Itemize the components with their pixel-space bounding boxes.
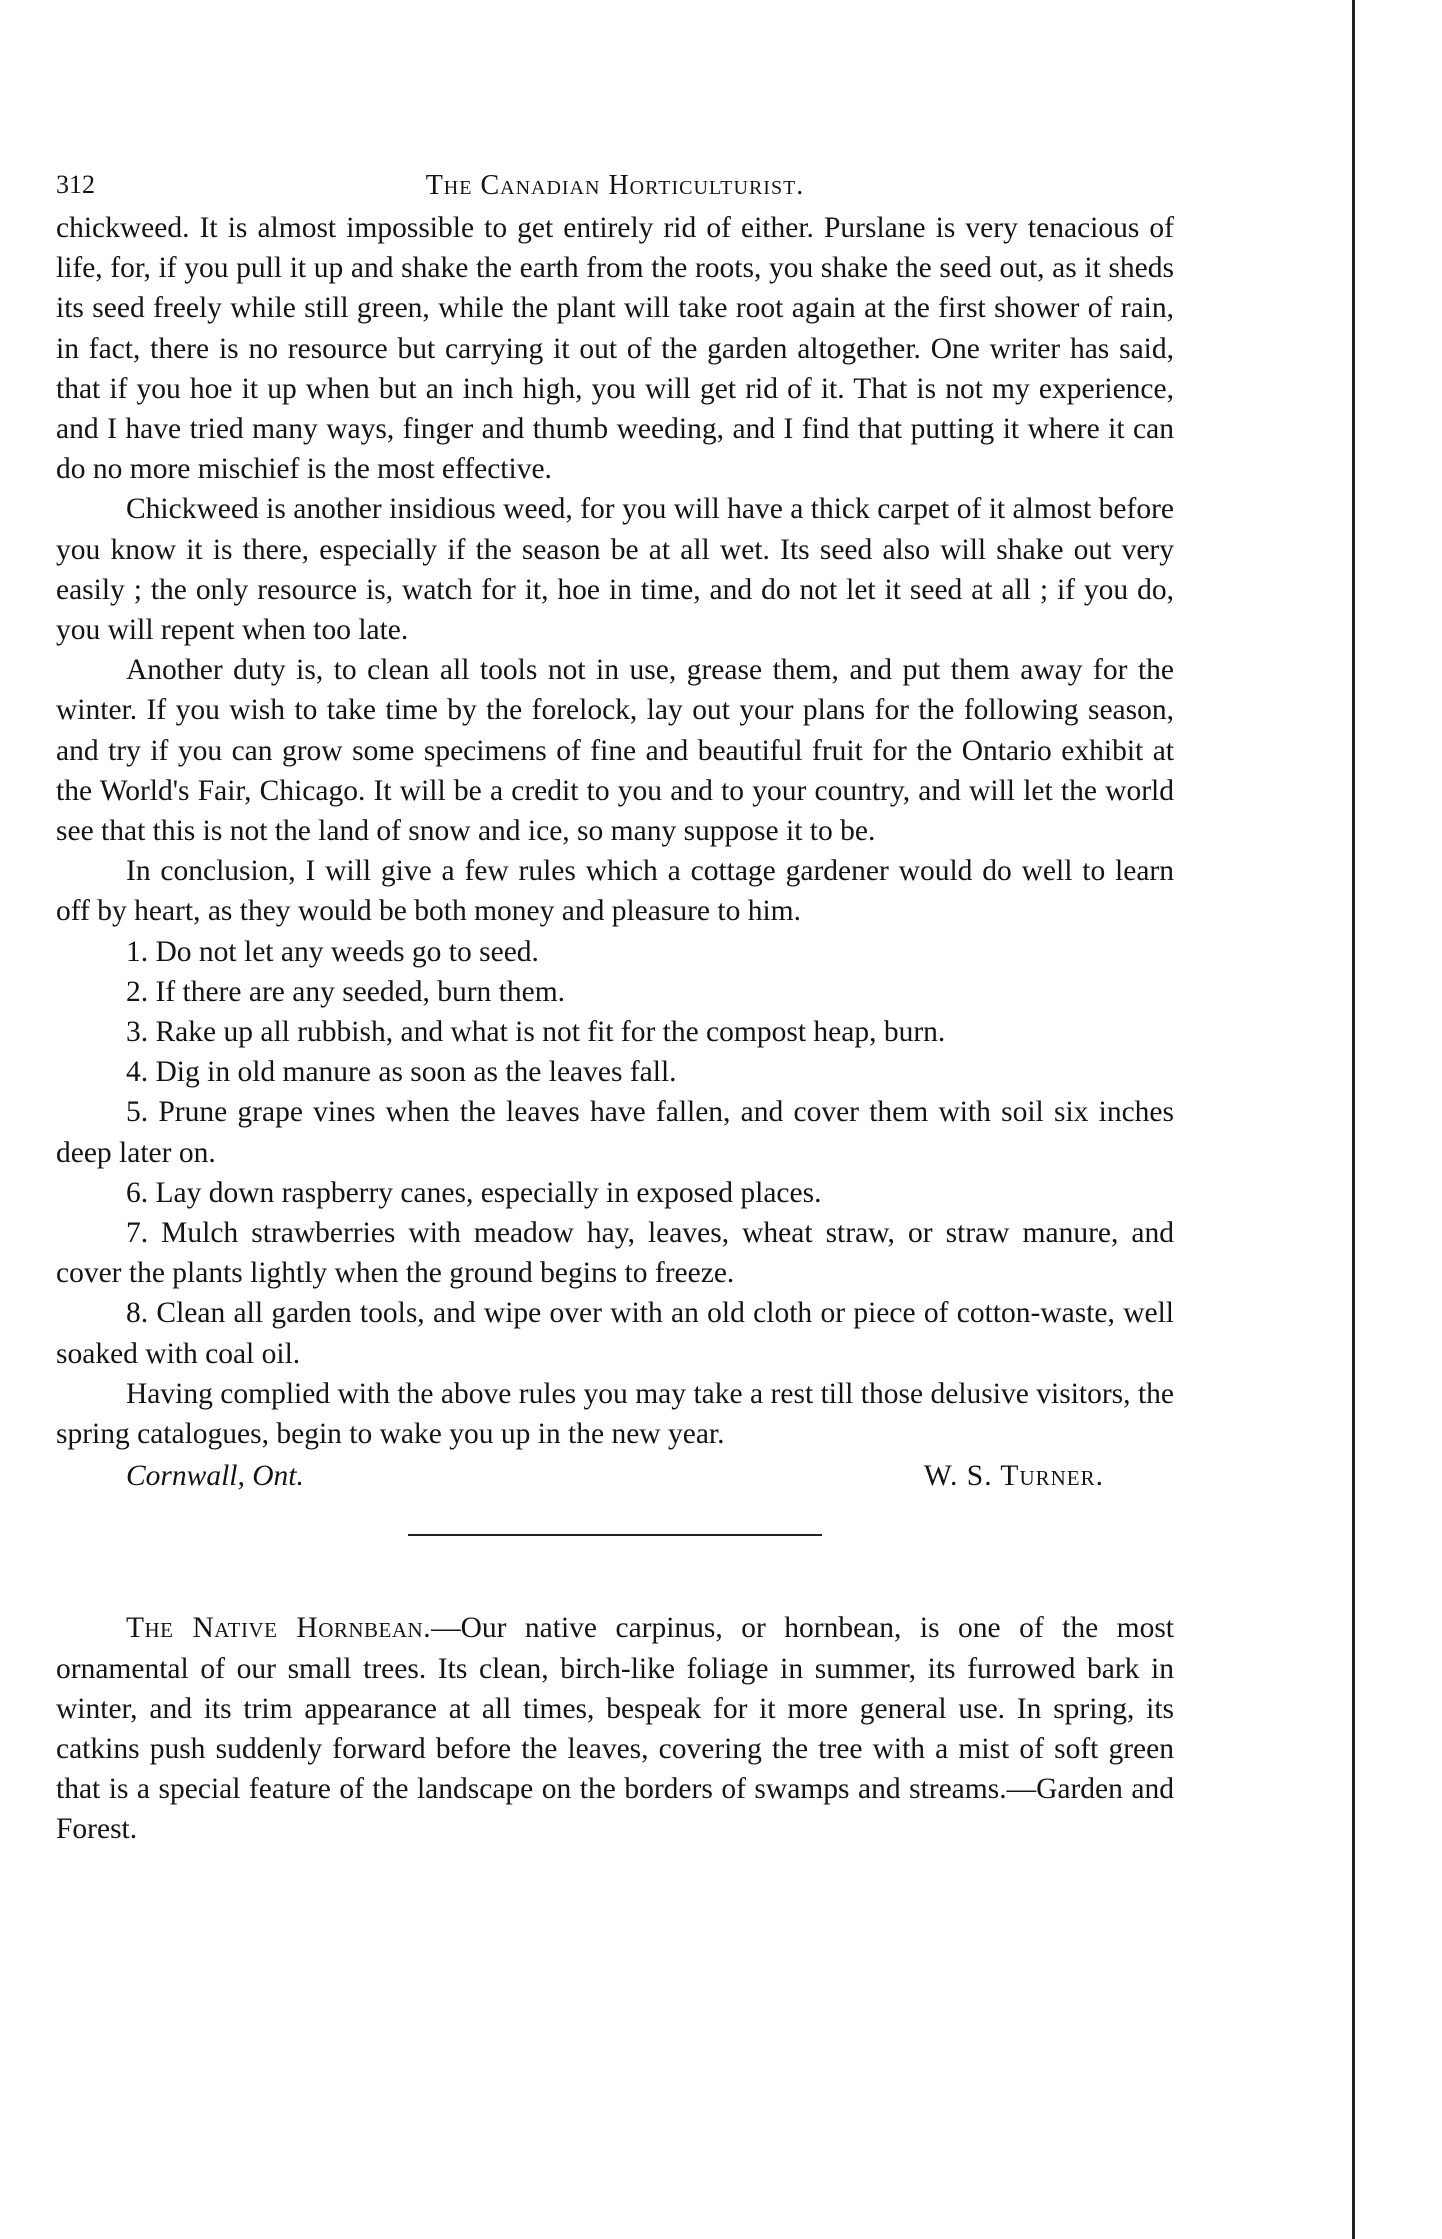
page-edge-line (1352, 0, 1355, 2239)
article2-heading: The Native Hornbean. (126, 1612, 432, 1645)
rule-item: 6. Lay down raspberry canes, especially in exposed places. (126, 1176, 822, 1209)
signature-place: Cornwall, Ont. (126, 1460, 304, 1493)
document-page (56, 160, 1174, 1850)
closing-paragraph: Having complied with the above rules you may take a rest till those delusive visitors, the spring catalogues, begin to wake you up in the new year. (56, 1377, 1174, 1451)
paragraph-1: chickweed. It is almost impossible to get entirely rid of either. Purslane is very tenacious of life, for, if you pull it up and shake the earth from the roots, you shake the seed out, as it sheds its seed freely while still green, while the plant will take root again at the first shower of rain, in fact, there is no resource but carrying it out of the garden altogether. One writer has said, that if you hoe it up when but an inch high, you will get rid of it. That is not my experience, and I have tried many ways, finger and thumb weeding, and I find that putting it where it can do no more mischief is the most effective. (56, 212, 1174, 486)
rule-item: 7. Mulch strawberries with meadow hay, leaves, wheat straw, or straw manure, and cover the plants lightly when the ground begins to freeze. (56, 1217, 1174, 1290)
rule-item: 8. Clean all garden tools, and wipe over with an old cloth or piece of cotton-waste, well soaked with coal oil. (56, 1297, 1174, 1370)
paragraph-2: Chickweed is another insidious weed, for you will have a thick carpet of it almost before you know it is there, especially if the season be at all wet. Its seed also will shake out very easily ; the only resource is, watch for it, hoe in time, and do not let it seed at all ; if you do, you will repent when too late. (56, 493, 1174, 647)
article-body (56, 208, 1174, 1850)
section-divider (408, 1534, 822, 1536)
page-header (56, 160, 1174, 208)
rule-item: 3. Rake up all rubbish, and what is not fit for the compost heap, burn. (126, 1016, 946, 1049)
article2-paragraph (56, 1608, 1174, 1849)
article2-text: —Our native carpinus, or hornbean, is one of the most ornamental of our small trees. Its clean, birch-like foliage in summer, its furrowed bark in winter, and its trim appearance at all times, bespeak for it more general use. In spring, its catkins push suddenly forward before the leaves, covering the tree with a mist of soft green that is a special feature of the landscape on the borders of swamps and streams.—Garden and Forest. (56, 1612, 1175, 1846)
rules-list (56, 932, 1174, 1374)
signature-name: W. S. Turner. (923, 1460, 1104, 1493)
signature-line (56, 1454, 1174, 1498)
rule-item: 4. Dig in old manure as soon as the leaves fall. (126, 1056, 677, 1089)
rule-item: 5. Prune grape vines when the leaves have fallen, and cover them with soil six inches deep later on. (56, 1096, 1174, 1169)
rule-item: 1. Do not let any weeds go to seed. (126, 935, 539, 968)
running-title: The Canadian Horticulturist. (425, 170, 805, 201)
page-number: 312 (56, 170, 95, 199)
rule-item: 2. If there are any seeded, burn them. (126, 975, 566, 1008)
paragraph-3: Another duty is, to clean all tools not in use, grease them, and put them away for the winter. If you wish to take time by the forelock, lay out your plans for the following season, and try if you can grow some specimens of fine and beautiful fruit for the Ontario exhibit at the World's Fair, Chicago. It will be a credit to you and to your country, and will let the world see that this is not the land of snow and ice, so many suppose it to be. (56, 654, 1174, 848)
paragraph-4: In conclusion, I will give a few rules which a cottage gardener would do well to learn off by heart, as they would be both money and pleasure to him. (56, 855, 1174, 928)
